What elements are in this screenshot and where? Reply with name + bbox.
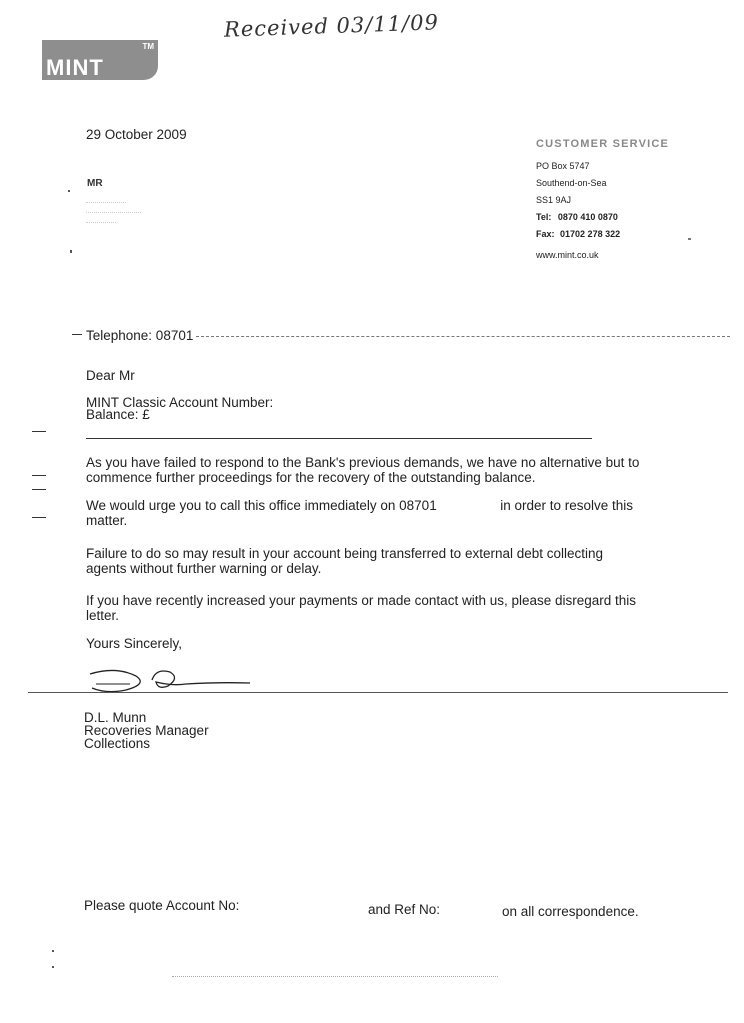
letter-date: 29 October 2009 <box>86 127 187 142</box>
signature-rule <box>28 692 728 693</box>
scan-speck <box>688 238 691 240</box>
scan-speck <box>52 950 54 952</box>
recipient-salutation: MR <box>87 178 103 189</box>
account-number-line: MINT Classic Account Number: <box>86 395 274 410</box>
customer-service-title: CUSTOMER SERVICE <box>536 138 670 150</box>
footer-quote-label: Please quote Account No: <box>84 898 240 913</box>
postcode: SS1 9AJ <box>536 195 572 205</box>
po-box: PO Box 5747 <box>536 161 590 171</box>
signatory-title: Recoveries Manager <box>84 723 209 738</box>
scan-speck <box>52 966 54 968</box>
fax-value: 01702 278 322 <box>560 229 621 239</box>
handwritten-received-note: Received 03/11/09 <box>223 10 440 42</box>
telephone-line: Telephone: 08701 <box>86 328 194 343</box>
telephone-rule-left <box>72 334 82 335</box>
margin-mark-2 <box>32 475 46 476</box>
signatory-department: Collections <box>84 736 151 751</box>
website[interactable]: www.mint.co.uk <box>536 250 599 260</box>
mint-logo <box>42 40 158 80</box>
margin-mark-4 <box>32 517 46 518</box>
scan-speck <box>68 190 70 192</box>
balance-line: Balance: £ <box>86 407 150 422</box>
paragraph-failed-to-respond: As you have failed to respond to the Bank's previous demands, we have no alternative but to commence further proceedings for the recovery of the outstanding balance. <box>86 455 640 485</box>
signatory-name: D.L. Munn <box>84 710 147 725</box>
fax-row <box>536 226 716 243</box>
fax-label: Fax: <box>536 229 555 239</box>
scan-speck <box>70 250 72 253</box>
illegible-fine-print <box>172 976 498 977</box>
telephone-row <box>536 209 716 226</box>
paragraph-urge-call-end: in order to resolve this matter. <box>86 498 634 528</box>
telephone-rule <box>196 336 730 337</box>
customer-service-block <box>536 138 716 264</box>
tel-label: Tel: <box>536 212 552 222</box>
margin-mark-3 <box>32 489 46 490</box>
paragraph-disregard: If you have recently increased your payments or made contact with us, please disregard this letter. <box>86 593 637 623</box>
greeting: Dear Mr <box>86 368 135 383</box>
paragraph-failure-consequence: Failure to do so may result in your account being transferred to external debt collecting agents without further warning or delay. <box>86 546 604 576</box>
tel-value: 0870 410 0870 <box>557 212 618 222</box>
footer-suffix: on all correspondence. <box>502 904 639 919</box>
paragraph-urge-call-start: We would urge you to call this office immediately on 08701 <box>86 498 437 513</box>
footer-ref-label: and Ref No: <box>368 902 441 917</box>
margin-mark-1 <box>32 431 46 432</box>
recipient-address-redacted <box>86 196 176 244</box>
logo-brand: MINT <box>46 55 104 80</box>
account-underline <box>86 438 592 439</box>
paragraph-urge-call <box>86 498 646 528</box>
closing: Yours Sincerely, <box>86 636 183 651</box>
town: Southend-on-Sea <box>536 178 607 188</box>
logo-trademark: TM <box>142 42 154 51</box>
